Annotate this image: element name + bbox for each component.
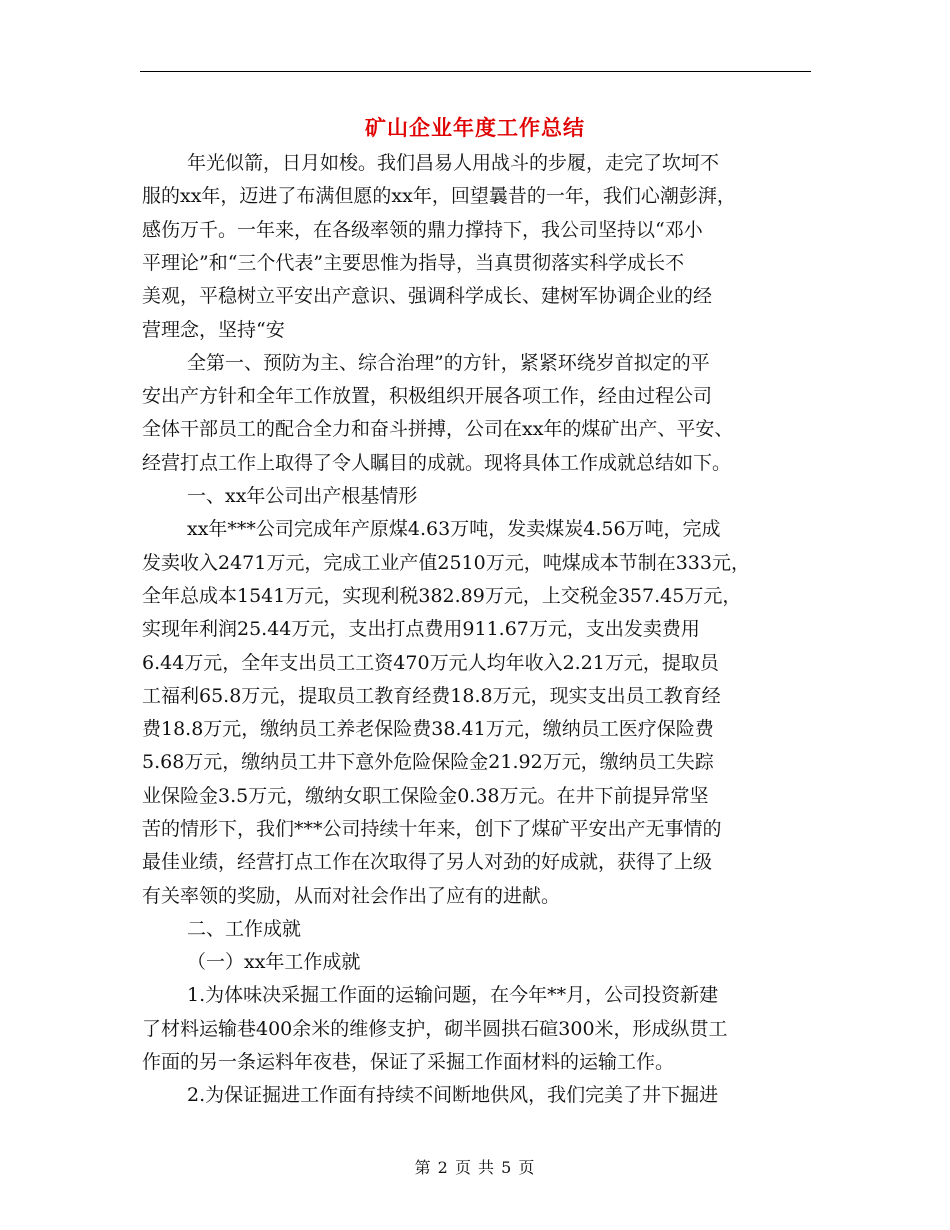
body-line: 安出产方针和全年工作放置，积极组织开展各项工作，经由过程公司 <box>142 385 713 407</box>
body-line: 营理念，坚持“安 <box>142 319 285 341</box>
body-line: 2.为保证掘进工作面有持续不间断地供风，我们完美了井下掘进 <box>187 1084 719 1106</box>
body-line: 经营打点工作上取得了令人瞩目的成就。现将具体工作成就总结如下。 <box>142 452 732 474</box>
body-line: 服的xx年，迈进了布满但愿的xx年，回望曩昔的一年，我们心潮彭湃， <box>142 185 736 207</box>
page-number: 第 2 页 共 5 页 <box>414 1158 536 1177</box>
section-heading: 一、xx年公司出产根基情形 <box>187 485 418 507</box>
body-line: 发卖收入2471万元，完成工业产值2510万元，吨煤成本节制在333元， <box>142 552 750 574</box>
body-line: 美观，平稳树立平安出产意识、强调科学成长、建树军协调企业的经 <box>142 285 713 307</box>
document-title: 矿山企业年度工作总结 <box>365 115 585 140</box>
body-line: 苦的情形下，我们***公司持续十年来，创下了煤矿平安出产无事情的 <box>142 818 722 840</box>
body-line: 最佳业绩，经营打点工作在次取得了另人对劲的好成就，获得了上级 <box>142 851 713 873</box>
body-line: 1.为体味决采掘工作面的运输问题，在今年**月，公司投资新建 <box>187 984 719 1006</box>
body-line: 全第一、预防为主、综合治理”的方针，紧紧环绕岁首拟定的平 <box>187 352 710 374</box>
body-line: 全体干部员工的配合全力和奋斗拼搏，公司在xx年的煤矿出产、平安、 <box>142 418 734 440</box>
body-line: 全年总成本1541万元，实现利税382.89万元，上交税金357.45万元， <box>142 585 742 607</box>
body-line: 5.68万元，缴纳员工井下意外危险保险金21.92万元，缴纳员工失踪 <box>142 751 714 773</box>
section-heading: 二、工作成就 <box>187 918 302 940</box>
body-line: 感伤万千。一年来，在各级率领的鼎力撑持下，我公司坚持以“邓小 <box>142 219 703 241</box>
body-line: 工福利65.8万元，提取员工教育经费18.8万元，现实支出员工教育经 <box>142 685 721 707</box>
header-rule <box>140 71 811 72</box>
body-line: 了材料运输巷400余米的维修支护，砌半圆拱石碹300米，形成纵贯工 <box>142 1018 728 1040</box>
body-line: 平理论”和“三个代表”主要思惟为指导，当真贯彻落实科学成长不 <box>142 252 685 274</box>
body-line: 费18.8万元，缴纳员工养老保险费38.41万元，缴纳员工医疗保险费 <box>142 718 714 740</box>
subsection-heading: （一）xx年工作成就 <box>187 951 361 973</box>
body-line: xx年***公司完成年产原煤4.63万吨，发卖煤炭4.56万吨，完成 <box>187 518 721 540</box>
body-line: 有关率领的奖励，从而对社会作出了应有的进献。 <box>142 885 561 907</box>
body-line: 6.44万元，全年支出员工工资470万元人均年收入2.21万元，提取员 <box>142 652 719 674</box>
body-line: 实现年利润25.44万元，支出打点费用911.67万元，支出发卖费用 <box>142 618 700 640</box>
body-line: 业保险金3.5万元，缴纳女职工保险金0.38万元。在井下前提异常坚 <box>142 785 709 807</box>
body-line: 作面的另一条运料年夜巷，保证了采掘工作面材料的运输工作。 <box>142 1051 675 1073</box>
body-line: 年光似箭，日月如梭。我们昌易人用战斗的步履，走完了坎坷不 <box>187 152 720 174</box>
